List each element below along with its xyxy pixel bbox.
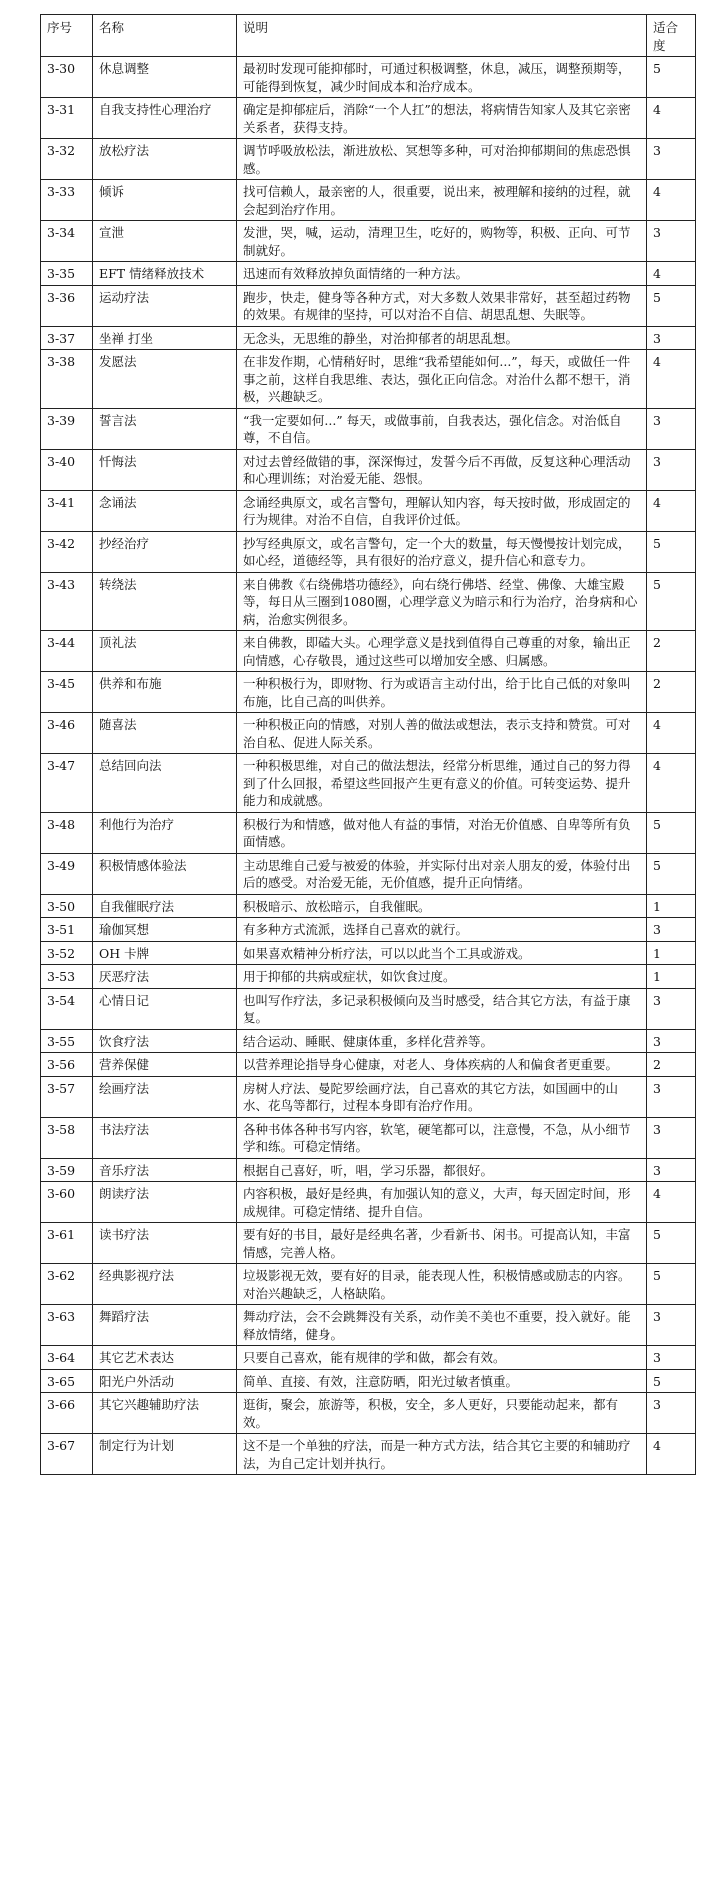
row-name: 书法疗法 <box>93 1117 237 1158</box>
row-id: 3-58 <box>41 1117 93 1158</box>
table-row <box>41 1223 696 1264</box>
row-description: 抄写经典原文，或名言警句，定一个大的数量，每天慢慢按计划完成，如心经，道德经等，具有很好的治疗意义，提升信心和意专力。 <box>237 531 647 572</box>
table-row <box>41 350 696 409</box>
row-description: 对过去曾经做错的事，深深悔过，发誓今后不再做，反复这种心理活动和心理训练；对治爱无能、怨恨。 <box>237 449 647 490</box>
row-description: 要有好的书目，最好是经典名著，少看新书、闲书。可提高认知，丰富情感，完善人格。 <box>237 1223 647 1264</box>
row-description: 迅速而有效释放掉负面情绪的一种方法。 <box>237 262 647 286</box>
row-suitability: 3 <box>647 139 696 180</box>
row-suitability: 3 <box>647 1305 696 1346</box>
row-suitability: 3 <box>647 449 696 490</box>
row-suitability: 3 <box>647 408 696 449</box>
row-suitability: 3 <box>647 221 696 262</box>
row-description: 结合运动、睡眠、健康体重，多样化营养等。 <box>237 1029 647 1053</box>
table-row <box>41 572 696 631</box>
row-id: 3-33 <box>41 180 93 221</box>
row-suitability: 3 <box>647 988 696 1029</box>
row-id: 3-37 <box>41 326 93 350</box>
row-description: 来自佛教《右绕佛塔功德经》，向右绕行佛塔、经堂、佛像、大雄宝殿等，每日从三圈到1080圈，心理学意义为暗示和行为治疗，治身病和心病，治愈实例很多。 <box>237 572 647 631</box>
table-row <box>41 57 696 98</box>
row-suitability: 3 <box>647 1076 696 1117</box>
row-suitability: 4 <box>647 713 696 754</box>
row-name: EFT 情绪释放技术 <box>93 262 237 286</box>
row-suitability: 4 <box>647 1182 696 1223</box>
table-row <box>41 285 696 326</box>
row-description: 有多种方式流派，选择自己喜欢的就行。 <box>237 918 647 942</box>
table-row <box>41 1305 696 1346</box>
row-id: 3-40 <box>41 449 93 490</box>
row-name: 瑜伽冥想 <box>93 918 237 942</box>
row-id: 3-38 <box>41 350 93 409</box>
table-row <box>41 941 696 965</box>
row-description: 无念头，无思维的静坐，对治抑郁者的胡思乱想。 <box>237 326 647 350</box>
table-row <box>41 631 696 672</box>
row-id: 3-52 <box>41 941 93 965</box>
row-suitability: 5 <box>647 1264 696 1305</box>
row-id: 3-51 <box>41 918 93 942</box>
table-row <box>41 531 696 572</box>
row-description: 一种积极正向的情感，对别人善的做法或想法，表示支持和赞赏。可对治自私、促进人际关系。 <box>237 713 647 754</box>
row-description: 逛街，聚会，旅游等，积极，安全，多人更好，只要能动起来，都有效。 <box>237 1393 647 1434</box>
row-description: 舞动疗法，会不会跳舞没有关系，动作美不美也不重要，投入就好。能释放情绪，健身。 <box>237 1305 647 1346</box>
row-suitability: 3 <box>647 1029 696 1053</box>
header-id: 序号 <box>41 15 93 57</box>
row-suitability: 5 <box>647 57 696 98</box>
row-id: 3-34 <box>41 221 93 262</box>
row-description: 最初时发现可能抑郁时，可通过积极调整，休息，减压，调整预期等，可能得到恢复，减少时间成本和治疗成本。 <box>237 57 647 98</box>
row-name: 厌恶疗法 <box>93 965 237 989</box>
row-suitability: 2 <box>647 631 696 672</box>
row-name: 休息调整 <box>93 57 237 98</box>
table-row <box>41 326 696 350</box>
row-name: 其它艺术表达 <box>93 1346 237 1370</box>
row-description: 各种书体各种书写内容，软笔，硬笔都可以，注意慢，不急，从小细节学和练。可稳定情绪。 <box>237 1117 647 1158</box>
table-row <box>41 1076 696 1117</box>
row-id: 3-61 <box>41 1223 93 1264</box>
row-description: 念诵经典原文，或名言警句，理解认知内容，每天按时做，形成固定的行为规律。对治不自信，自我评价过低。 <box>237 490 647 531</box>
row-id: 3-62 <box>41 1264 93 1305</box>
row-name: 放松疗法 <box>93 139 237 180</box>
row-id: 3-59 <box>41 1158 93 1182</box>
row-name: OH 卡牌 <box>93 941 237 965</box>
row-name: 朗读疗法 <box>93 1182 237 1223</box>
table-row <box>41 1434 696 1475</box>
row-suitability: 3 <box>647 326 696 350</box>
row-name: 倾诉 <box>93 180 237 221</box>
row-description: 在非发作期，心情稍好时，思维“我希望能如何...”，每天，或做任一件事之前，这样自我思维、表达，强化正向信念。对治什么都不想干，消极，兴趣缺乏。 <box>237 350 647 409</box>
row-suitability: 3 <box>647 1393 696 1434</box>
row-description: 来自佛教，即磕大头。心理学意义是找到值得自己尊重的对象，输出正向情感，心存敬畏，通过这些可以增加安全感、归属感。 <box>237 631 647 672</box>
row-name: 音乐疗法 <box>93 1158 237 1182</box>
table-row <box>41 1346 696 1370</box>
row-description: 主动思维自己爱与被爱的体验，并实际付出对亲人朋友的爱，体验付出后的感受。对治爱无能，无价值感，提升正向情绪。 <box>237 853 647 894</box>
row-description: 只要自己喜欢，能有规律的学和做，都会有效。 <box>237 1346 647 1370</box>
table-body <box>41 57 696 1475</box>
row-suitability: 5 <box>647 285 696 326</box>
row-name: 顶礼法 <box>93 631 237 672</box>
header-suitability: 适合度 <box>647 15 696 57</box>
row-id: 3-46 <box>41 713 93 754</box>
row-id: 3-66 <box>41 1393 93 1434</box>
row-suitability: 5 <box>647 1223 696 1264</box>
table-row <box>41 1053 696 1077</box>
row-id: 3-63 <box>41 1305 93 1346</box>
table-row <box>41 98 696 139</box>
row-suitability: 4 <box>647 754 696 813</box>
table-row <box>41 262 696 286</box>
row-id: 3-64 <box>41 1346 93 1370</box>
table-row <box>41 812 696 853</box>
row-name: 积极情感体验法 <box>93 853 237 894</box>
row-description: 找可信赖人，最亲密的人，很重要，说出来，被理解和接纳的过程，就会起到治疗作用。 <box>237 180 647 221</box>
row-suitability: 3 <box>647 1346 696 1370</box>
row-name: 宣泄 <box>93 221 237 262</box>
row-id: 3-35 <box>41 262 93 286</box>
row-suitability: 5 <box>647 812 696 853</box>
table-row <box>41 139 696 180</box>
row-id: 3-36 <box>41 285 93 326</box>
row-id: 3-32 <box>41 139 93 180</box>
row-description: 房树人疗法、曼陀罗绘画疗法，自己喜欢的其它方法，如国画中的山水、花鸟等都行，过程本身即有治疗作用。 <box>237 1076 647 1117</box>
row-id: 3-56 <box>41 1053 93 1077</box>
table-row <box>41 1158 696 1182</box>
row-description: 以营养理论指导身心健康，对老人、身体疾病的人和偏食者更重要。 <box>237 1053 647 1077</box>
row-description: 简单、直接、有效，注意防晒，阳光过敏者慎重。 <box>237 1369 647 1393</box>
row-id: 3-41 <box>41 490 93 531</box>
row-id: 3-30 <box>41 57 93 98</box>
table-row <box>41 672 696 713</box>
row-name: 坐禅 打坐 <box>93 326 237 350</box>
row-id: 3-31 <box>41 98 93 139</box>
table-row <box>41 988 696 1029</box>
row-name: 自我支持性心理治疗 <box>93 98 237 139</box>
row-id: 3-55 <box>41 1029 93 1053</box>
table-header-row <box>41 15 696 57</box>
table-row <box>41 1117 696 1158</box>
row-id: 3-57 <box>41 1076 93 1117</box>
table-row <box>41 894 696 918</box>
table-row <box>41 965 696 989</box>
row-name: 舞蹈疗法 <box>93 1305 237 1346</box>
table-row <box>41 1393 696 1434</box>
row-suitability: 3 <box>647 1117 696 1158</box>
row-name: 抄经治疗 <box>93 531 237 572</box>
row-id: 3-48 <box>41 812 93 853</box>
therapy-table <box>40 14 696 1475</box>
row-suitability: 4 <box>647 98 696 139</box>
row-name: 自我催眠疗法 <box>93 894 237 918</box>
header-name: 名称 <box>93 15 237 57</box>
row-name: 其它兴趣辅助疗法 <box>93 1393 237 1434</box>
row-name: 营养保健 <box>93 1053 237 1077</box>
row-id: 3-54 <box>41 988 93 1029</box>
row-description: 确定是抑郁症后，消除“一个人扛”的想法，将病情告知家人及其它亲密关系者，获得支持。 <box>237 98 647 139</box>
row-suitability: 4 <box>647 262 696 286</box>
row-suitability: 2 <box>647 1053 696 1077</box>
table-row <box>41 408 696 449</box>
row-description: 垃圾影视无效，要有好的目录，能表现人性，积极情感或励志的内容。对治兴趣缺乏，人格缺陷。 <box>237 1264 647 1305</box>
row-id: 3-67 <box>41 1434 93 1475</box>
row-name: 心情日记 <box>93 988 237 1029</box>
table-row <box>41 490 696 531</box>
table-row <box>41 449 696 490</box>
row-suitability: 3 <box>647 1158 696 1182</box>
row-name: 供养和布施 <box>93 672 237 713</box>
row-description: 这不是一个单独的疗法，而是一种方式方法，结合其它主要的和辅助疗法，为自己定计划并执行。 <box>237 1434 647 1475</box>
row-name: 念诵法 <box>93 490 237 531</box>
row-name: 誓言法 <box>93 408 237 449</box>
row-description: 如果喜欢精神分析疗法，可以以此当个工具或游戏。 <box>237 941 647 965</box>
document-page <box>40 14 695 1475</box>
row-suitability: 5 <box>647 531 696 572</box>
row-suitability: 4 <box>647 490 696 531</box>
row-name: 利他行为治疗 <box>93 812 237 853</box>
row-name: 转绕法 <box>93 572 237 631</box>
row-id: 3-65 <box>41 1369 93 1393</box>
table-row <box>41 221 696 262</box>
row-name: 发愿法 <box>93 350 237 409</box>
row-description: 跑步，快走，健身等各种方式，对大多数人效果非常好，甚至超过药物的效果。有规律的坚持，可以对治不自信、胡思乱想、失眠等。 <box>237 285 647 326</box>
row-name: 随喜法 <box>93 713 237 754</box>
row-description: 用于抑郁的共病或症状，如饮食过度。 <box>237 965 647 989</box>
row-suitability: 5 <box>647 572 696 631</box>
row-description: 内容积极，最好是经典，有加强认知的意义，大声，每天固定时间，形成规律。可稳定情绪、提升自信。 <box>237 1182 647 1223</box>
row-name: 饮食疗法 <box>93 1029 237 1053</box>
row-name: 绘画疗法 <box>93 1076 237 1117</box>
table-row <box>41 1182 696 1223</box>
row-description: 积极行为和情感，做对他人有益的事情，对治无价值感、自卑等所有负面情感。 <box>237 812 647 853</box>
row-name: 制定行为计划 <box>93 1434 237 1475</box>
table-row <box>41 853 696 894</box>
row-name: 忏悔法 <box>93 449 237 490</box>
row-id: 3-39 <box>41 408 93 449</box>
row-id: 3-44 <box>41 631 93 672</box>
header-description: 说明 <box>237 15 647 57</box>
row-id: 3-53 <box>41 965 93 989</box>
row-name: 读书疗法 <box>93 1223 237 1264</box>
row-name: 阳光户外活动 <box>93 1369 237 1393</box>
row-name: 运动疗法 <box>93 285 237 326</box>
row-name: 经典影视疗法 <box>93 1264 237 1305</box>
row-suitability: 1 <box>647 965 696 989</box>
row-description: 调节呼吸放松法，渐进放松、冥想等多种，可对治抑郁期间的焦虑恐惧感。 <box>237 139 647 180</box>
row-suitability: 1 <box>647 941 696 965</box>
row-description: “我一定要如何...” 每天，或做事前，自我表达，强化信念。对治低自尊，不自信。 <box>237 408 647 449</box>
row-suitability: 4 <box>647 180 696 221</box>
row-suitability: 1 <box>647 894 696 918</box>
row-suitability: 4 <box>647 1434 696 1475</box>
row-description: 一种积极思维，对自己的做法想法，经常分析思维，通过自己的努力得到了什么回报，希望这些回报产生更有意义的价值。可转变运势、提升能力和成就感。 <box>237 754 647 813</box>
table-row <box>41 1264 696 1305</box>
row-suitability: 4 <box>647 350 696 409</box>
table-row <box>41 180 696 221</box>
row-description: 积极暗示、放松暗示，自我催眠。 <box>237 894 647 918</box>
row-description: 根据自己喜好，听，唱，学习乐器，都很好。 <box>237 1158 647 1182</box>
row-id: 3-43 <box>41 572 93 631</box>
table-row <box>41 754 696 813</box>
table-row <box>41 1369 696 1393</box>
row-id: 3-60 <box>41 1182 93 1223</box>
table-row <box>41 918 696 942</box>
row-id: 3-50 <box>41 894 93 918</box>
row-id: 3-49 <box>41 853 93 894</box>
row-suitability: 3 <box>647 918 696 942</box>
table-row <box>41 713 696 754</box>
row-suitability: 2 <box>647 672 696 713</box>
table-row <box>41 1029 696 1053</box>
row-suitability: 5 <box>647 853 696 894</box>
row-description: 发泄，哭，喊，运动，清理卫生，吃好的，购物等，积极、正向、可节制就好。 <box>237 221 647 262</box>
row-description: 也叫写作疗法，多记录积极倾向及当时感受，结合其它方法，有益于康复。 <box>237 988 647 1029</box>
row-name: 总结回向法 <box>93 754 237 813</box>
row-description: 一种积极行为，即财物、行为或语言主动付出，给于比自己低的对象叫布施，比自己高的叫供养。 <box>237 672 647 713</box>
row-suitability: 5 <box>647 1369 696 1393</box>
row-id: 3-42 <box>41 531 93 572</box>
row-id: 3-45 <box>41 672 93 713</box>
row-id: 3-47 <box>41 754 93 813</box>
